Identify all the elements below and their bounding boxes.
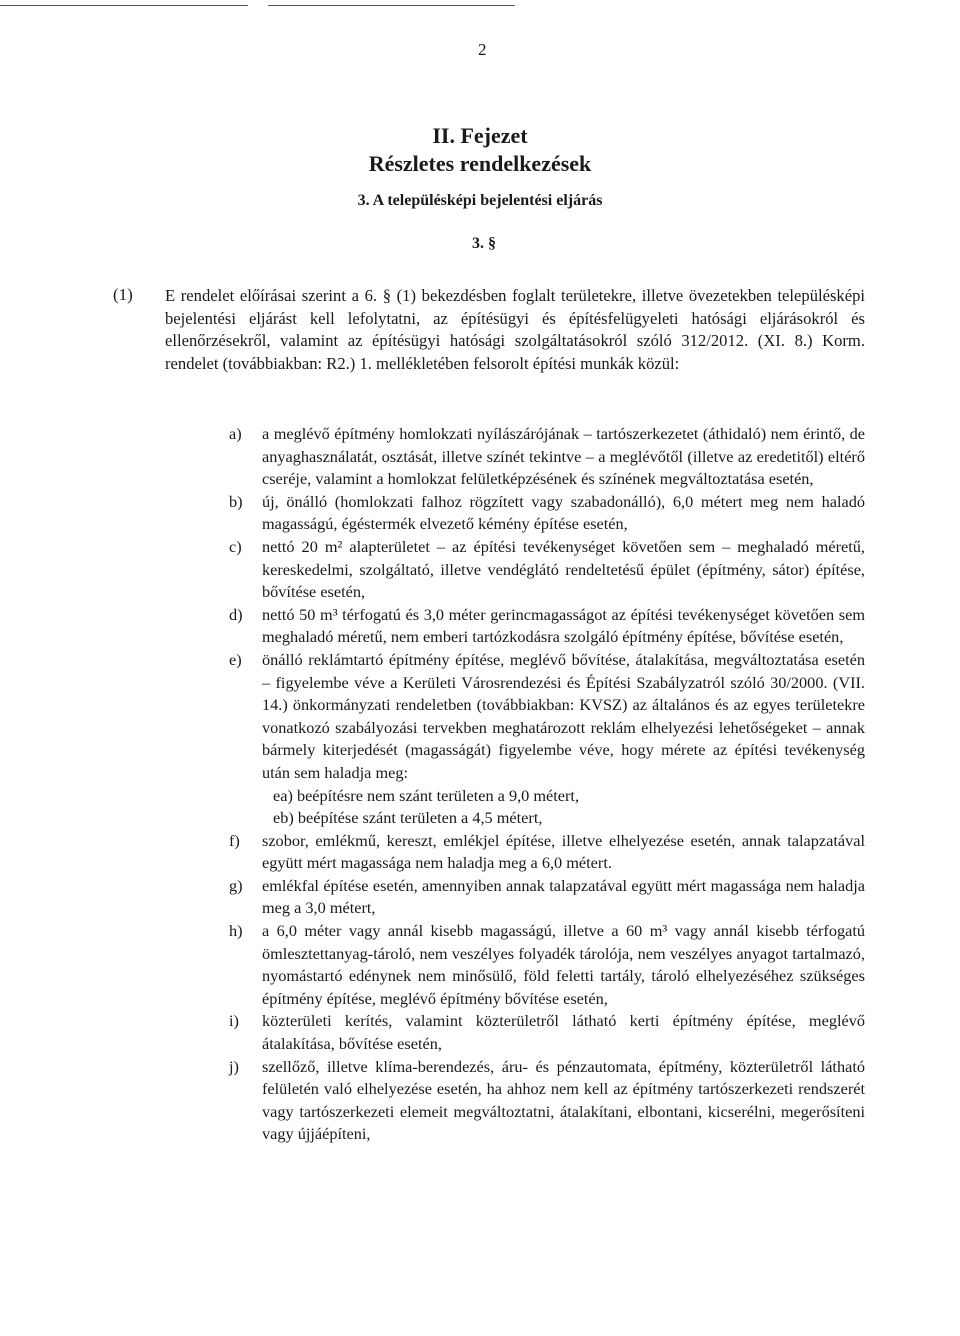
list-item-label: c) (229, 536, 242, 556)
list-item-label: h) (229, 921, 243, 941)
list-item (229, 423, 865, 491)
list-item (229, 830, 865, 875)
sub-list-item (229, 785, 865, 808)
list-item-label: a) (229, 424, 242, 443)
list-item-label: i) (229, 1011, 239, 1031)
list-item-text: nettó 20 m² alapterületet – az építési tevékenységet követően sem – meghaladó méretű, kereskedelmi, szolgáltató, illetve vendéglátó rendeltetésű épület (építmény, sátor) építése, bővítése esetén, (262, 536, 865, 602)
list-item (229, 491, 865, 536)
item-list (229, 423, 865, 1146)
paragraph-text: E rendelet előírásai szerint a 6. § (1) bekezdésben foglalt területekre, illetve övezetekben településképi bejelentési eljárást kell lefolytatni, az építésügyi és építésfelügyeleti hatósági eljárásokról és ellenőrzésekről, valamint az építésügyi hatósági szolgáltatásokról szóló 312/2012. (XI. 8.) Korm. rendelet (továbbiakban: R2.) 1. mellékletében felsorolt építési munkák közül: (165, 286, 865, 373)
list-item (229, 604, 865, 649)
list-item (229, 536, 865, 604)
list-item-label: b) (229, 491, 243, 511)
list-item-text: a meglévő építmény homlokzati nyílászárójának – tartószerkezetet (áthidaló) nem érintő, de anyaghasználatát, osztását, illetve színét tekintve – a meglévőtől (illetve az eredetitől) eltérő cseréje, valamint a homlokzat felületképzésének és színének megváltoztatása esetén, (262, 424, 865, 489)
list-item-text: szellőző, illetve klíma-berendezés, áru- és pénzautomata, építmény, közterületről látható felületén való elhelyezése esetén, ha ahhoz nem kell az építmény tartószerkezeti rendszerét vagy tartószerkezeti elemeit megváltoztatni, átalakítani, elbontani, kicserélni, megerősíteni vagy újjáépíteni, (262, 1056, 865, 1144)
top-rule-right (268, 5, 515, 6)
paragraph-mark: 3. § (472, 235, 496, 252)
list-item-label: f) (229, 830, 240, 850)
list-item-text: ea) beépítésre nem szánt területen a 9,0 métert, (273, 785, 580, 805)
list-item-label: g) (229, 875, 243, 895)
list-item-label: d) (229, 604, 243, 624)
list-item (229, 649, 865, 785)
list-item (229, 1056, 865, 1146)
paragraph-number: (1) (113, 285, 133, 304)
list-item (229, 875, 865, 920)
list-item-text: új, önálló (homlokzati falhoz rögzített vagy szabadonálló), 6,0 métert meg nem haladó magasságú, égéstermék elvezető kémény építése esetén, (262, 491, 865, 534)
list-item-text: a 6,0 méter vagy annál kisebb magasságú, illetve a 60 m³ vagy annál kisebb térfogatú ömlesztettanyag-tároló, nem veszélyes folyadék tárolója, nem veszélyes anyagot tartalmazó, nyomástartó edénynek nem minősülő, föld feletti tartály, tároló elhelyezéséhez szükséges építmény építése, meglévő építmény bővítése esetén, (262, 921, 865, 1008)
top-rule-left (0, 5, 248, 6)
list-item-text: eb) beépítése szánt területen a 4,5 métert, (273, 808, 543, 828)
page-number: 2 (478, 40, 487, 59)
list-item-text: önálló reklámtartó építmény építése, meglévő bővítése, átalakítása, megváltoztatása esetén – figyelembe véve a Kerületi Városrendezési és Építési Szabályzatról szóló 30/2000. (VII. 14.) önkormányzati rendeletben (továbbiakban: KVSZ) az általános és az egyes területekre vonatkozó szabályozási tervekben meghatározott reklám elhelyezési lehetőségeket – annak bármely kiterjedését (magasságát) figyelembe véve, hogy mérete az építési tevékenység után sem haladja meg: (262, 649, 865, 782)
list-item-text: szobor, emlékmű, kereszt, emlékjel építése, illetve elhelyezése esetén, annak talapzatával együtt mért magassága nem haladja meg a 6,0 métert. (262, 830, 865, 873)
list-item-label: e) (229, 649, 242, 669)
list-item (229, 1010, 865, 1055)
list-item-text: emlékfal építése esetén, amennyiben annak talapzatával együtt mért magassága nem haladja meg a 3,0 métert, (262, 875, 865, 918)
section-title: 3. A településképi bejelentési eljárás (357, 192, 603, 209)
list-item-text: nettó 50 m³ térfogatú és 3,0 méter gerincmagasságot az építési tevékenységet követően sem meghaladó méretű, nem emberi tartózkodásra szolgáló építmény építése, bővítése esetén, (262, 604, 865, 647)
list-item-label (229, 785, 262, 808)
chapter-heading: II. Fejezet (432, 123, 528, 148)
list-item-label: j) (229, 1056, 239, 1076)
chapter-title: Részletes rendelkezések (368, 151, 592, 176)
list-item (229, 920, 865, 1010)
sub-list-item (229, 807, 865, 830)
list-item-text: közterületi kerítés, valamint közterületről látható kerti építmény építése, meglévő átalakítása, bővítése esetén, (262, 1011, 865, 1054)
list-item-label (229, 807, 262, 830)
